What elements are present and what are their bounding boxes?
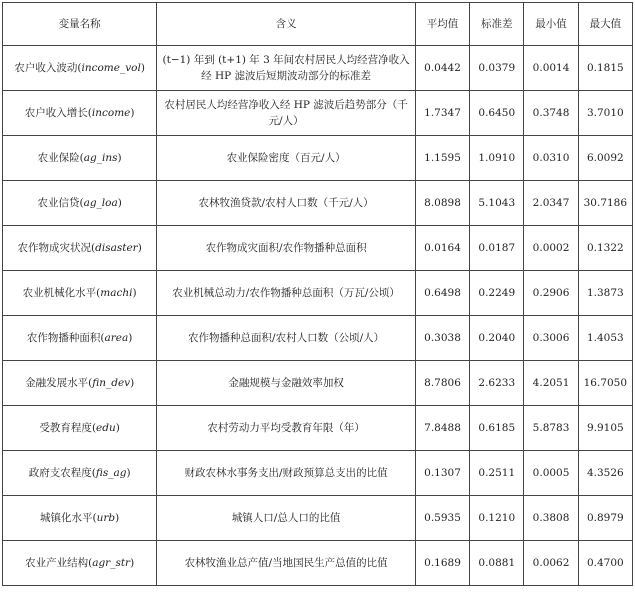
- variable-code: agr_str: [92, 557, 131, 569]
- variable-name: 农业保险: [37, 152, 80, 164]
- variable-name: 城镇化水平: [40, 512, 93, 524]
- variable-meaning: (t−1) 年到 (t+1) 年 3 年间农村居民人均经营净收入经 HP 滤波后短期波动部分的标准差: [157, 46, 416, 91]
- variable-meaning: 农村劳动力平均受教育年限（年）: [157, 406, 416, 451]
- min-value: 0.0310: [524, 136, 578, 181]
- variable-code: urb: [96, 512, 116, 524]
- table-row: [3, 496, 633, 541]
- max-value: 6.0092: [578, 136, 632, 181]
- variable-meaning: 财政农林水事务支出/财政预算总支出的比值: [157, 451, 416, 496]
- table-row: [3, 361, 633, 406]
- std-dev-value: 0.2511: [470, 451, 524, 496]
- std-dev-value: 0.0881: [470, 541, 524, 586]
- std-dev-value: 5.1043: [470, 181, 524, 226]
- max-value: 0.8979: [578, 496, 632, 541]
- std-dev-value: 0.6185: [470, 406, 524, 451]
- table-row: [3, 316, 633, 361]
- min-value: 0.0062: [524, 541, 578, 586]
- variable-name: 农业机械化水平: [22, 287, 97, 299]
- variable-code: income: [91, 107, 131, 119]
- mean-value: 8.0898: [415, 181, 469, 226]
- descriptive-statistics-table: [2, 2, 633, 586]
- variable-name: 农户收入增长: [24, 107, 88, 119]
- min-value: 0.3748: [524, 91, 578, 136]
- variable-name-cell: 政府支农程度(fis_ag): [3, 451, 157, 496]
- mean-value: 0.6498: [415, 271, 469, 316]
- mean-value: 0.1307: [415, 451, 469, 496]
- variable-meaning: 农作物成灾面积/农作物播种总面积: [157, 226, 416, 271]
- max-value: 0.4700: [578, 541, 632, 586]
- variable-name-cell: 农业产业结构(agr_str): [3, 541, 157, 586]
- variable-name: 农户收入波动: [14, 62, 78, 74]
- std-dev-value: 1.0910: [470, 136, 524, 181]
- variable-name-cell: 农业保险(ag_ins): [3, 136, 157, 181]
- variable-name-cell: 农户收入增长(income): [3, 91, 157, 136]
- variable-name: 金融发展水平: [25, 377, 89, 389]
- mean-value: 0.3038: [415, 316, 469, 361]
- variable-name: 政府支农程度: [28, 467, 92, 479]
- max-value: 0.1815: [578, 46, 632, 91]
- max-value: 1.4053: [578, 316, 632, 361]
- max-value: 4.3526: [578, 451, 632, 496]
- header-mean: 平均值: [415, 3, 469, 46]
- variable-name-cell: 农作物播种面积(area): [3, 316, 157, 361]
- table-row: [3, 226, 633, 271]
- max-value: 0.1322: [578, 226, 632, 271]
- min-value: 0.0014: [524, 46, 578, 91]
- min-value: 0.0005: [524, 451, 578, 496]
- mean-value: 0.0442: [415, 46, 469, 91]
- header-max: 最大值: [578, 3, 632, 46]
- mean-value: 0.5935: [415, 496, 469, 541]
- min-value: 2.0347: [524, 181, 578, 226]
- mean-value: 1.1595: [415, 136, 469, 181]
- variable-code: machi: [100, 287, 133, 299]
- std-dev-value: 0.0187: [470, 226, 524, 271]
- variable-meaning: 城镇人口/总人口的比值: [157, 496, 416, 541]
- min-value: 4.2051: [524, 361, 578, 406]
- mean-value: 1.7347: [415, 91, 469, 136]
- min-value: 5.8783: [524, 406, 578, 451]
- min-value: 0.3006: [524, 316, 578, 361]
- max-value: 16.7050: [578, 361, 632, 406]
- std-dev-value: 0.6450: [470, 91, 524, 136]
- variable-meaning: 农业机械总动力/农作物播种总面积（万瓦/公顷）: [157, 271, 416, 316]
- table-header: [3, 3, 633, 46]
- max-value: 9.9105: [578, 406, 632, 451]
- variable-meaning: 农林牧渔业总产值/当地国民生产总值的比值: [157, 541, 416, 586]
- min-value: 0.3808: [524, 496, 578, 541]
- variable-code: fin_dev: [92, 377, 131, 389]
- variable-code: fis_ag: [95, 467, 127, 479]
- header-min: 最小值: [524, 3, 578, 46]
- max-value: 3.7010: [578, 91, 632, 136]
- table-row: [3, 271, 633, 316]
- variable-name-cell: 农作物成灾状况(disaster): [3, 226, 157, 271]
- std-dev-value: 2.6233: [470, 361, 524, 406]
- variable-meaning: 农作物播种总面积/农村人口数（公顷/人）: [157, 316, 416, 361]
- variable-name: 农作物成灾状况: [17, 242, 91, 254]
- variable-name-cell: 城镇化水平(urb): [3, 496, 157, 541]
- variable-meaning: 金融规模与金融效率加权: [157, 361, 416, 406]
- std-dev-value: 0.2040: [470, 316, 524, 361]
- variable-code: ag_ins: [83, 152, 118, 164]
- std-dev-value: 0.2249: [470, 271, 524, 316]
- variable-code: edu: [96, 422, 116, 434]
- mean-value: 8.7806: [415, 361, 469, 406]
- variable-name-cell: 农业信贷(ag_loa): [3, 181, 157, 226]
- mean-value: 0.1689: [415, 541, 469, 586]
- table-row: [3, 91, 633, 136]
- table-row: [3, 136, 633, 181]
- table-row: [3, 451, 633, 496]
- std-dev-value: 0.0379: [470, 46, 524, 91]
- variable-code: area: [104, 332, 129, 344]
- table-row: [3, 46, 633, 91]
- variable-name-cell: 受教育程度(edu): [3, 406, 157, 451]
- mean-value: 0.0164: [415, 226, 469, 271]
- variable-meaning: 农村居民人均经营净收入经 HP 滤波后趋势部分（千元/人）: [157, 91, 416, 136]
- table-row: [3, 406, 633, 451]
- variable-name-cell: 农户收入波动(income_vol): [3, 46, 157, 91]
- variable-name: 农作物播种面积: [26, 332, 101, 344]
- variable-code: income_vol: [81, 62, 141, 74]
- std-dev-value: 0.1210: [470, 496, 524, 541]
- header-row: [3, 3, 633, 46]
- table-row: [3, 181, 633, 226]
- variable-name: 受教育程度: [39, 422, 92, 434]
- header-std-dev: 标准差: [470, 3, 524, 46]
- variable-name: 农业信贷: [37, 197, 80, 209]
- variable-name: 农业产业结构: [25, 557, 89, 569]
- variable-meaning: 农业保险密度（百元/人）: [157, 136, 416, 181]
- variable-code: ag_loa: [83, 197, 118, 209]
- min-value: 0.2906: [524, 271, 578, 316]
- table-body: [3, 46, 633, 586]
- min-value: 0.0002: [524, 226, 578, 271]
- max-value: 1.3873: [578, 271, 632, 316]
- variable-meaning: 农林牧渔贷款/农村人口数（千元/人）: [157, 181, 416, 226]
- max-value: 30.7186: [578, 181, 632, 226]
- variable-name-cell: 金融发展水平(fin_dev): [3, 361, 157, 406]
- mean-value: 7.8488: [415, 406, 469, 451]
- header-meaning: 含义: [157, 3, 416, 46]
- variable-code: disaster: [95, 242, 138, 254]
- header-variable-name: 变量名称: [3, 3, 157, 46]
- variable-name-cell: 农业机械化水平(machi): [3, 271, 157, 316]
- table-row: [3, 541, 633, 586]
